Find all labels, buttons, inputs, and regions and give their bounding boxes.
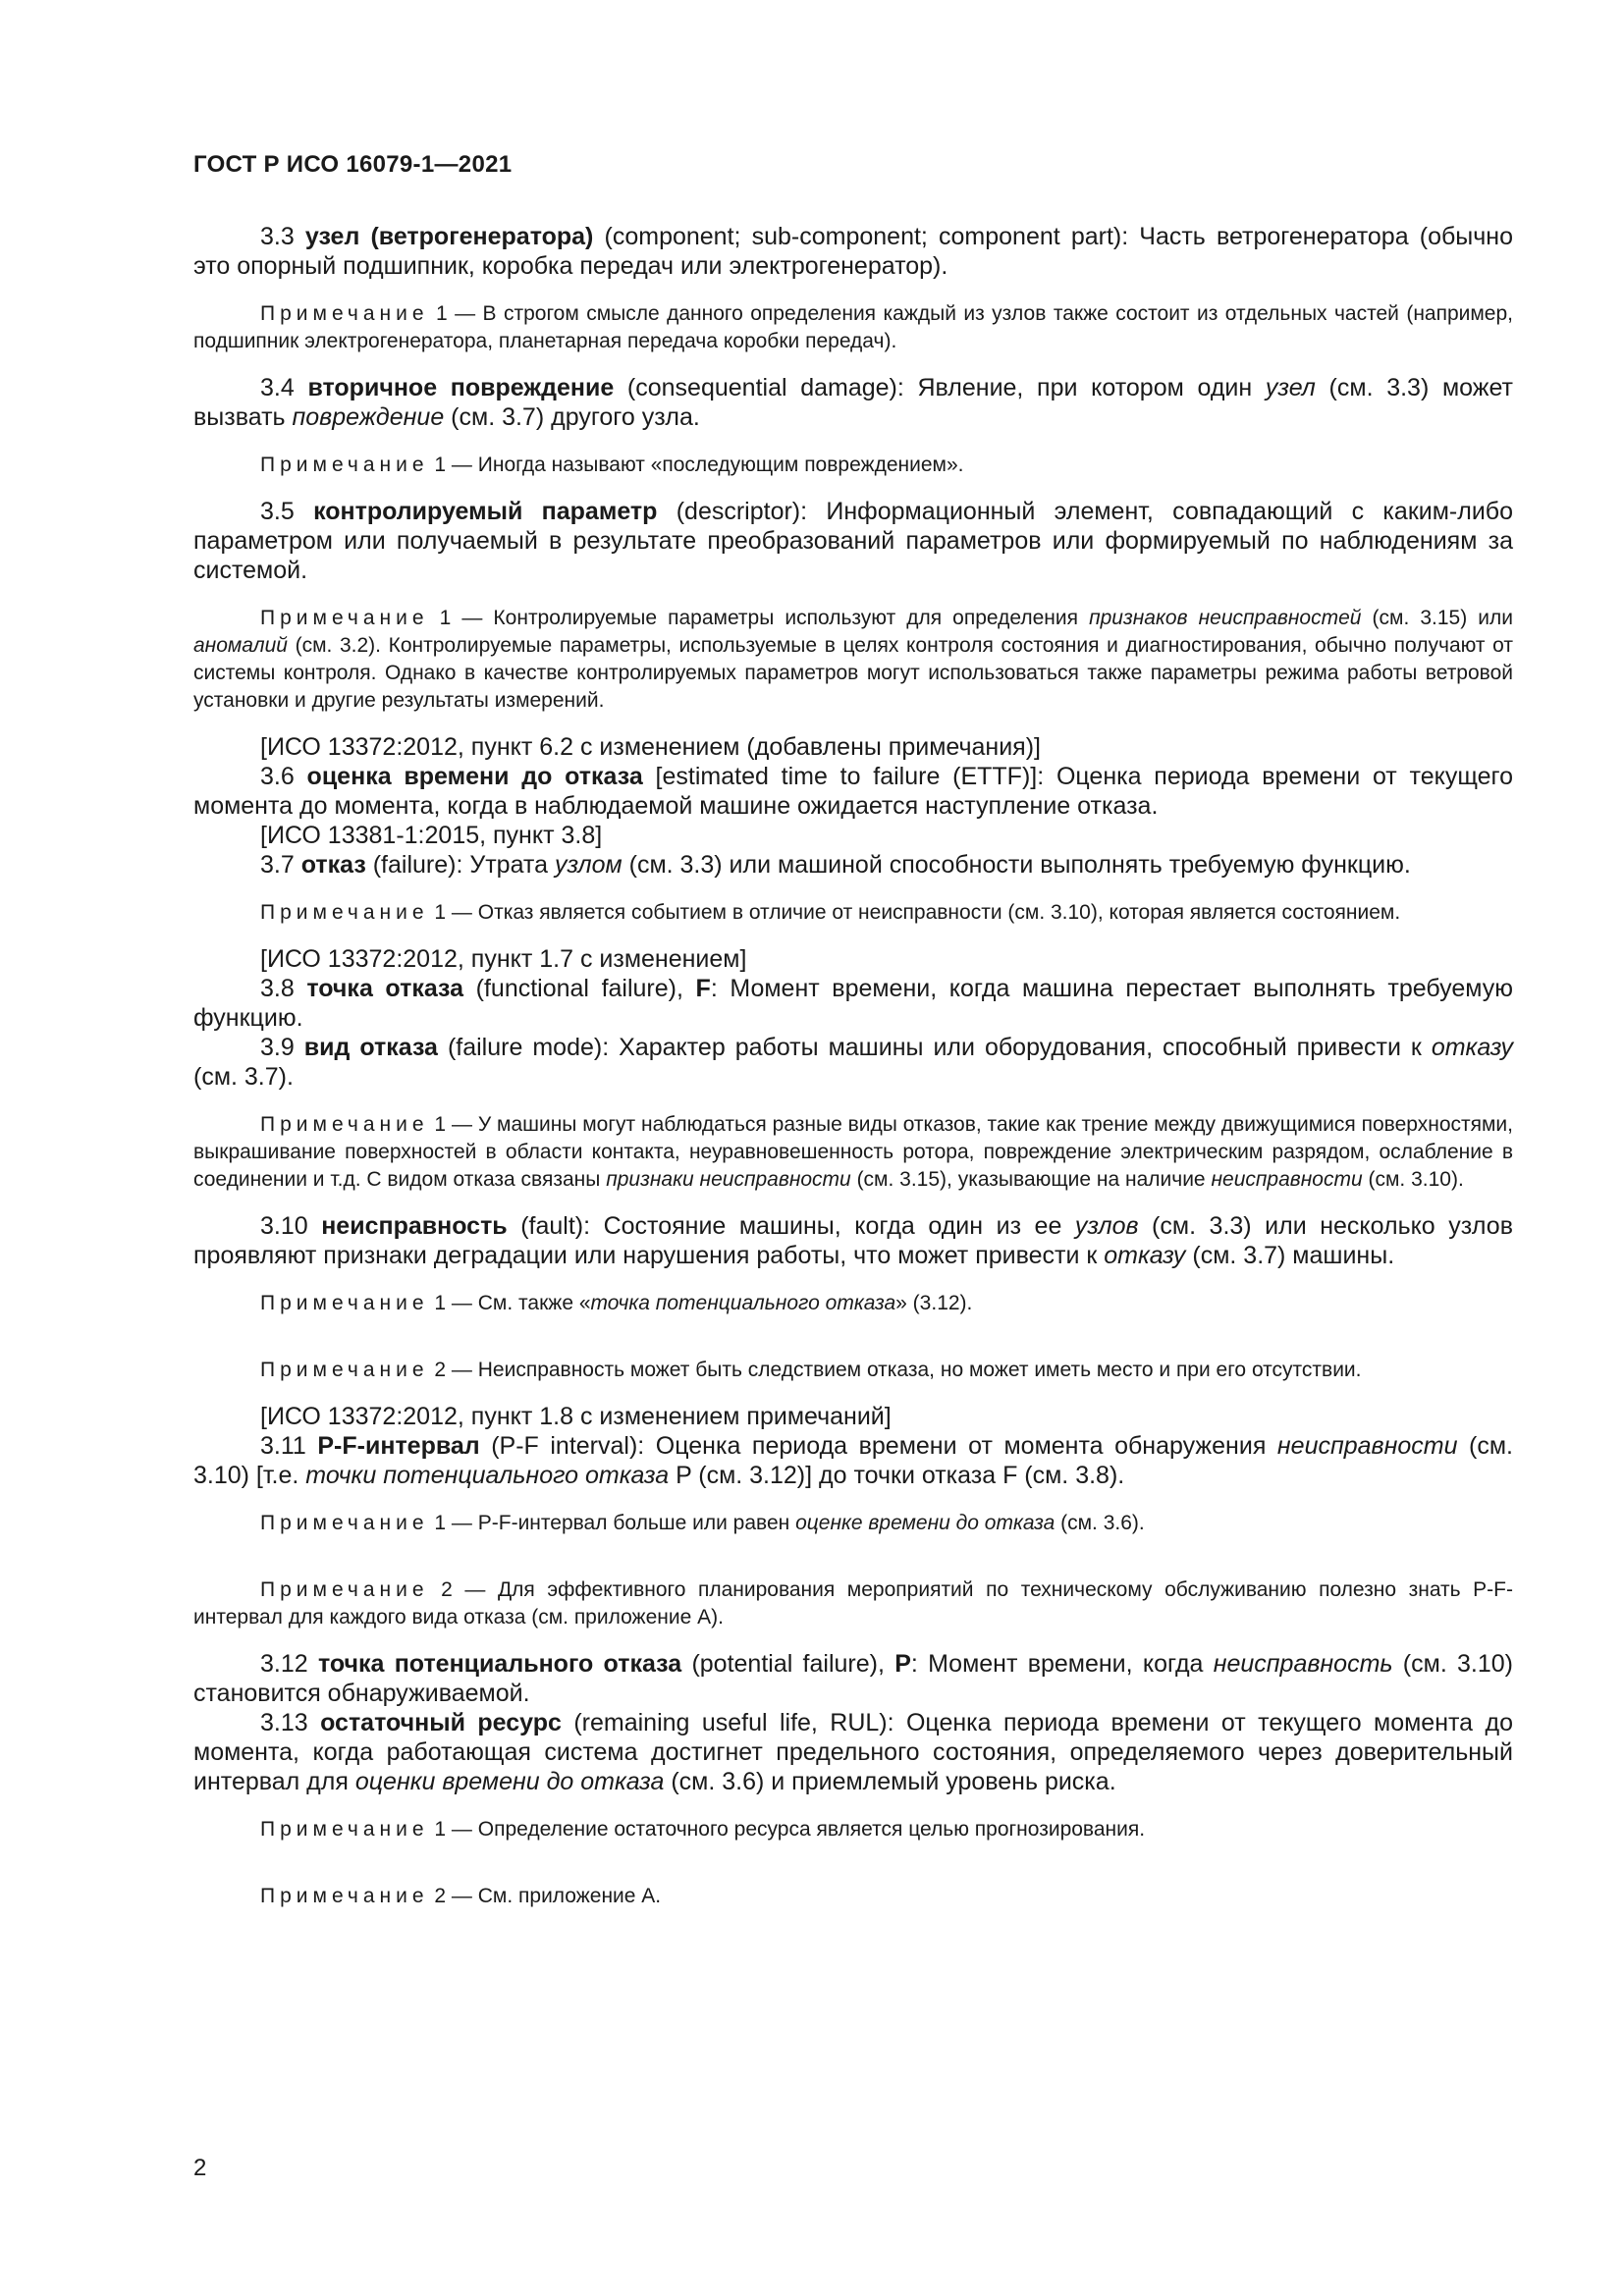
term-3-3: 3.3 узел (ветрогенератора) (component; sub-component; component part): Часть ветрогенератора (обычно это опорный подшипник, коробка передач или электрогенератор).	[193, 223, 1513, 280]
term-3-11: 3.11 P-F-интервал (P-F interval): Оценка периода времени от момента обнаружения неисправности (см. 3.10) [т.е. точки потенциального отказа P (см. 3.12)] до точки отказа F (см. 3.8).	[193, 1432, 1514, 1489]
source-3-7: [ИСО 13372:2012, пункт 1.7 с изменением]	[260, 945, 747, 973]
term-3-9: 3.9 вид отказа (failure mode): Характер работы машины или оборудования, способный привести к отказу (см. 3.7).	[193, 1034, 1513, 1091]
note-3-10-1: Примечание 1 — См. также «точка потенциального отказа» (3.12).	[260, 1292, 973, 1314]
note-3-13-2: Примечание 2 — См. приложение А.	[260, 1885, 662, 1907]
note-3-11-2: Примечание 2 — Для эффективного планирования мероприятий по техническому обслуживанию полезно знать P-F-интервал для каждого вида отказа (см. приложение А).	[193, 1578, 1513, 1629]
page-header: ГОСТ Р ИСО 16079-1—2021	[193, 151, 513, 178]
term-3-10: 3.10 неисправность (fault): Состояние машины, когда один из ее узлов (см. 3.3) или несколько узлов проявляют признаки деградации или нарушения работы, что может привести к отказу (см. 3.7) машины.	[193, 1212, 1513, 1269]
note-3-3-1: Примечание 1 — В строгом смысле данного определения каждый из узлов также состоит из отдельных частей (например, подшипник электрогенератора, планетарная передача коробки передач).	[193, 302, 1514, 352]
note-3-10-2: Примечание 2 — Неисправность может быть следствием отказа, но может иметь место и при его отсутствии.	[260, 1359, 1362, 1381]
term-3-6: 3.6 оценка времени до отказа [estimated time to failure (ETTF)]: Оценка периода времени от текущего момента до момента, когда в наблюдаемой машине ожидается наступление отказа.	[193, 763, 1513, 820]
term-3-7: 3.7 отказ (failure): Утрата узлом (см. 3.3) или машиной способности выполнять требуемую функцию.	[260, 851, 1411, 879]
note-3-11-1: Примечание 1 — P-F-интервал больше или равен оценке времени до отказа (см. 3.6).	[260, 1512, 1145, 1534]
source-3-6: [ИСО 13381-1:2015, пункт 3.8]	[260, 822, 603, 849]
note-3-13-1: Примечание 1 — Определение остаточного ресурса является целью прогнозирования.	[260, 1818, 1146, 1841]
page-number: 2	[193, 2155, 207, 2181]
source-3-10: [ИСО 13372:2012, пункт 1.8 с изменением примечаний]	[260, 1403, 892, 1430]
term-3-4: 3.4 вторичное повреждение (consequential damage): Явление, при котором один узел (см. 3.3) может вызвать повреждение (см. 3.7) другого узла.	[193, 374, 1514, 431]
document-content	[193, 222, 1513, 1928]
term-3-5: 3.5 контролируемый параметр (descriptor): Информационный элемент, совпадающий с каким-либо параметром или получаемый в результате преобразований параметров или формируемый по наблюдениям за системой.	[193, 498, 1514, 584]
note-3-9-1: Примечание 1 — У машины могут наблюдаться разные виды отказов, такие как трение между движущимися поверхностями, выкрашивание поверхностей в области контакта, неуравновешенность ротора, повреждение электрическим разрядом, ослабление в соединении и т.д. С видом отказа связаны признаки неисправности (см. 3.15), указывающие на наличие неисправности (см. 3.10).	[193, 1113, 1513, 1191]
note-3-5-1: Примечание 1 — Контролируемые параметры используют для определения признаков неисправностей (см. 3.15) или аномалий (см. 3.2). Контролируемые параметры, используемые в целях контроля состояния и диагностирования, обычно получают от системы контроля. Однако в качестве контролируемых параметров могут использоваться также параметры режима работы ветровой установки и другие результаты измерений.	[193, 607, 1513, 712]
term-3-12: 3.12 точка потенциального отказа (potential failure), P: Момент времени, когда неисправность (см. 3.10) становится обнаруживаемой.	[193, 1650, 1514, 1707]
term-3-13: 3.13 остаточный ресурс (remaining useful life, RUL): Оценка периода времени от текущего момента до момента, когда работающая система достигнет предельного состояния, определяемого через доверительный интервал для оценки времени до отказа (см. 3.6) и приемлемый уровень риска.	[193, 1709, 1513, 1795]
note-3-7-1: Примечание 1 — Отказ является событием в отличие от неисправности (см. 3.10), которая является состоянием.	[260, 901, 1401, 924]
note-3-4-1: Примечание 1 — Иногда называют «последующим повреждением».	[260, 454, 964, 476]
term-3-8: 3.8 точка отказа (functional failure), F: Момент времени, когда машина перестает выполнять требуемую функцию.	[193, 975, 1514, 1032]
source-3-5: [ИСО 13372:2012, пункт 6.2 с изменением (добавлены примечания)]	[260, 733, 1041, 761]
